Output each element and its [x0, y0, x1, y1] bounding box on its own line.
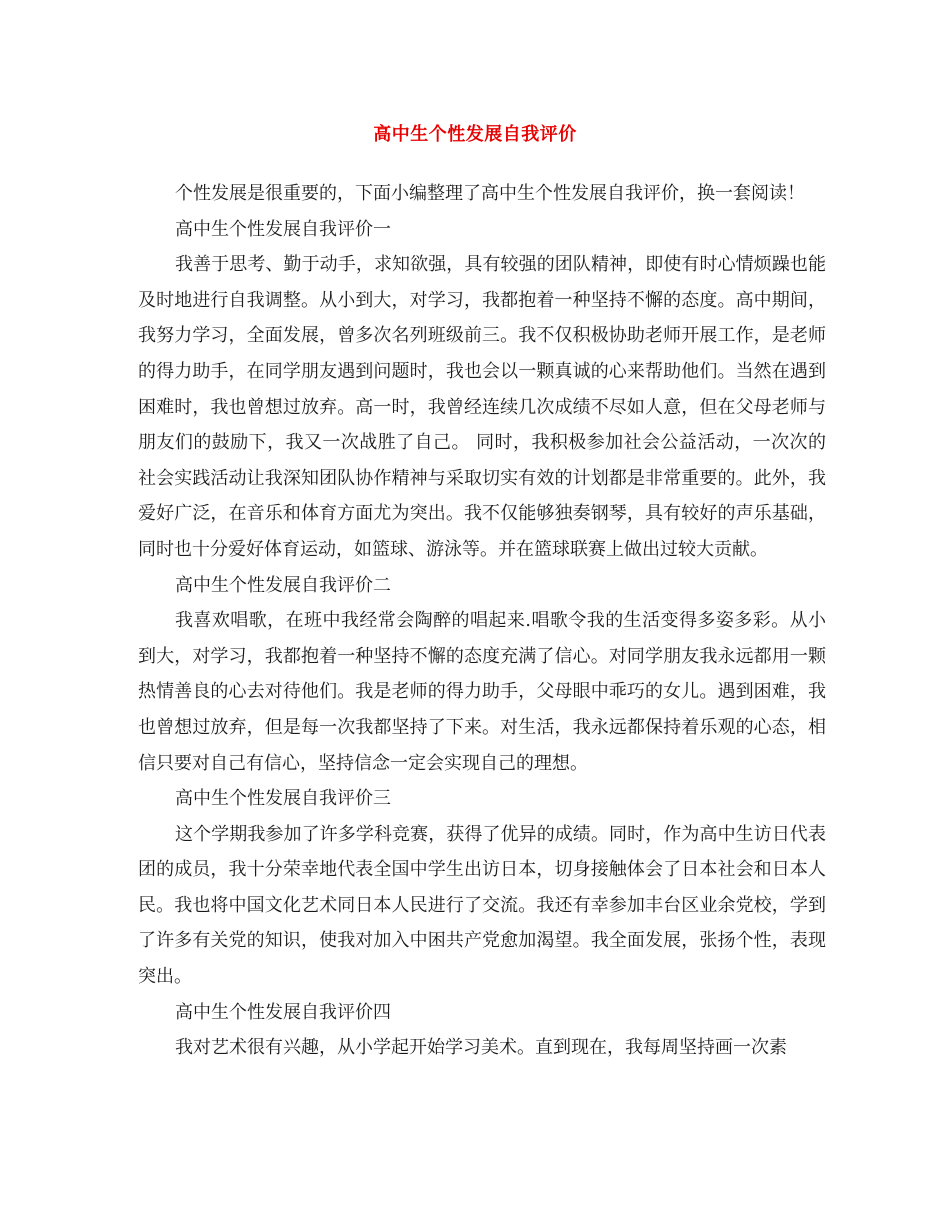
document-page	[138, 0, 828, 1230]
document-title: 高中生个性发展自我评价	[373, 124, 577, 145]
section-paragraph-4: 我对艺术很有兴趣，从小学起开始学习美术。直到现在，我每周坚持画一次素	[175, 1037, 787, 1059]
section-paragraph-3: 这个学期我参加了许多学科竞赛，获得了优异的成绩。同时，作为高中生访日代表团的成员，我十分荣幸地代表全国中学生出访日本，切身接触体会了日本社会和日本人民。我也将中国文化艺术同日本人民进行了交流。我还有幸参加丰台区业余党校，学到了许多有关党的知识，使我对加入中困共产党愈加渴望。我全面发展，张扬个性，表现突出。	[138, 823, 826, 988]
section-paragraph-2: 我喜欢唱歌，在班中我经常会陶醉的唱起来.唱歌令我的生活变得多姿多彩。从小到大，对学习，我都抱着一种坚持不懈的态度充满了信心。对同学朋友我永远都用一颗热情善良的心去对待他们。我是老师的得力助手，父母眼中乖巧的女儿。遇到困难，我也曾想过放弃，但是每一次我都坚持了下来。对生活，我永远都保持着乐观的心态，相信只要对自己有信心，坚持信念一定会实现自己的理想。	[138, 610, 826, 774]
section-heading-2: 高中生个性发展自我评价二	[175, 574, 391, 596]
intro-paragraph: 个性发展是很重要的，下面小编整理了高中生个性发展自我评价，换一套阅读！	[175, 183, 805, 204]
document-body	[138, 176, 826, 1066]
section-heading-4: 高中生个性发展自我评价四	[175, 1001, 391, 1023]
section-heading-1: 高中生个性发展自我评价一	[175, 218, 391, 240]
section-paragraph-1: 我善于思考、勤于动手，求知欲强，具有较强的团队精神，即使有时心情烦躁也能及时地进行自我调整。从小到大，对学习，我都抱着一种坚持不懈的态度。高中期间，我努力学习，全面发展，曾多次名列班级前三。我不仅积极协助老师开展工作，是老师的得力助手，在同学朋友遇到问题时，我也会以一颗真诚的心来帮助他们。当然在遇到困难时，我也曾想过放弃。高一时，我曾经连续几次成绩不尽如人意，但在父母老师与朋友们的鼓励下，我又一次战胜了自己。 同时，我积极参加社会公益活动，一次次的社会实践活动让我深知团队协作精神与采取切实有效的计划都是非常重要的。此外，我爱好广泛，在音乐和体育方面尤为突出。我不仅能够独奏钢琴，具有较好的声乐基础，同时也十分爱好体育运动，如篮球、游泳等。并在篮球联赛上做出过较大贡献。	[138, 254, 826, 560]
section-heading-3: 高中生个性发展自我评价三	[175, 788, 391, 810]
